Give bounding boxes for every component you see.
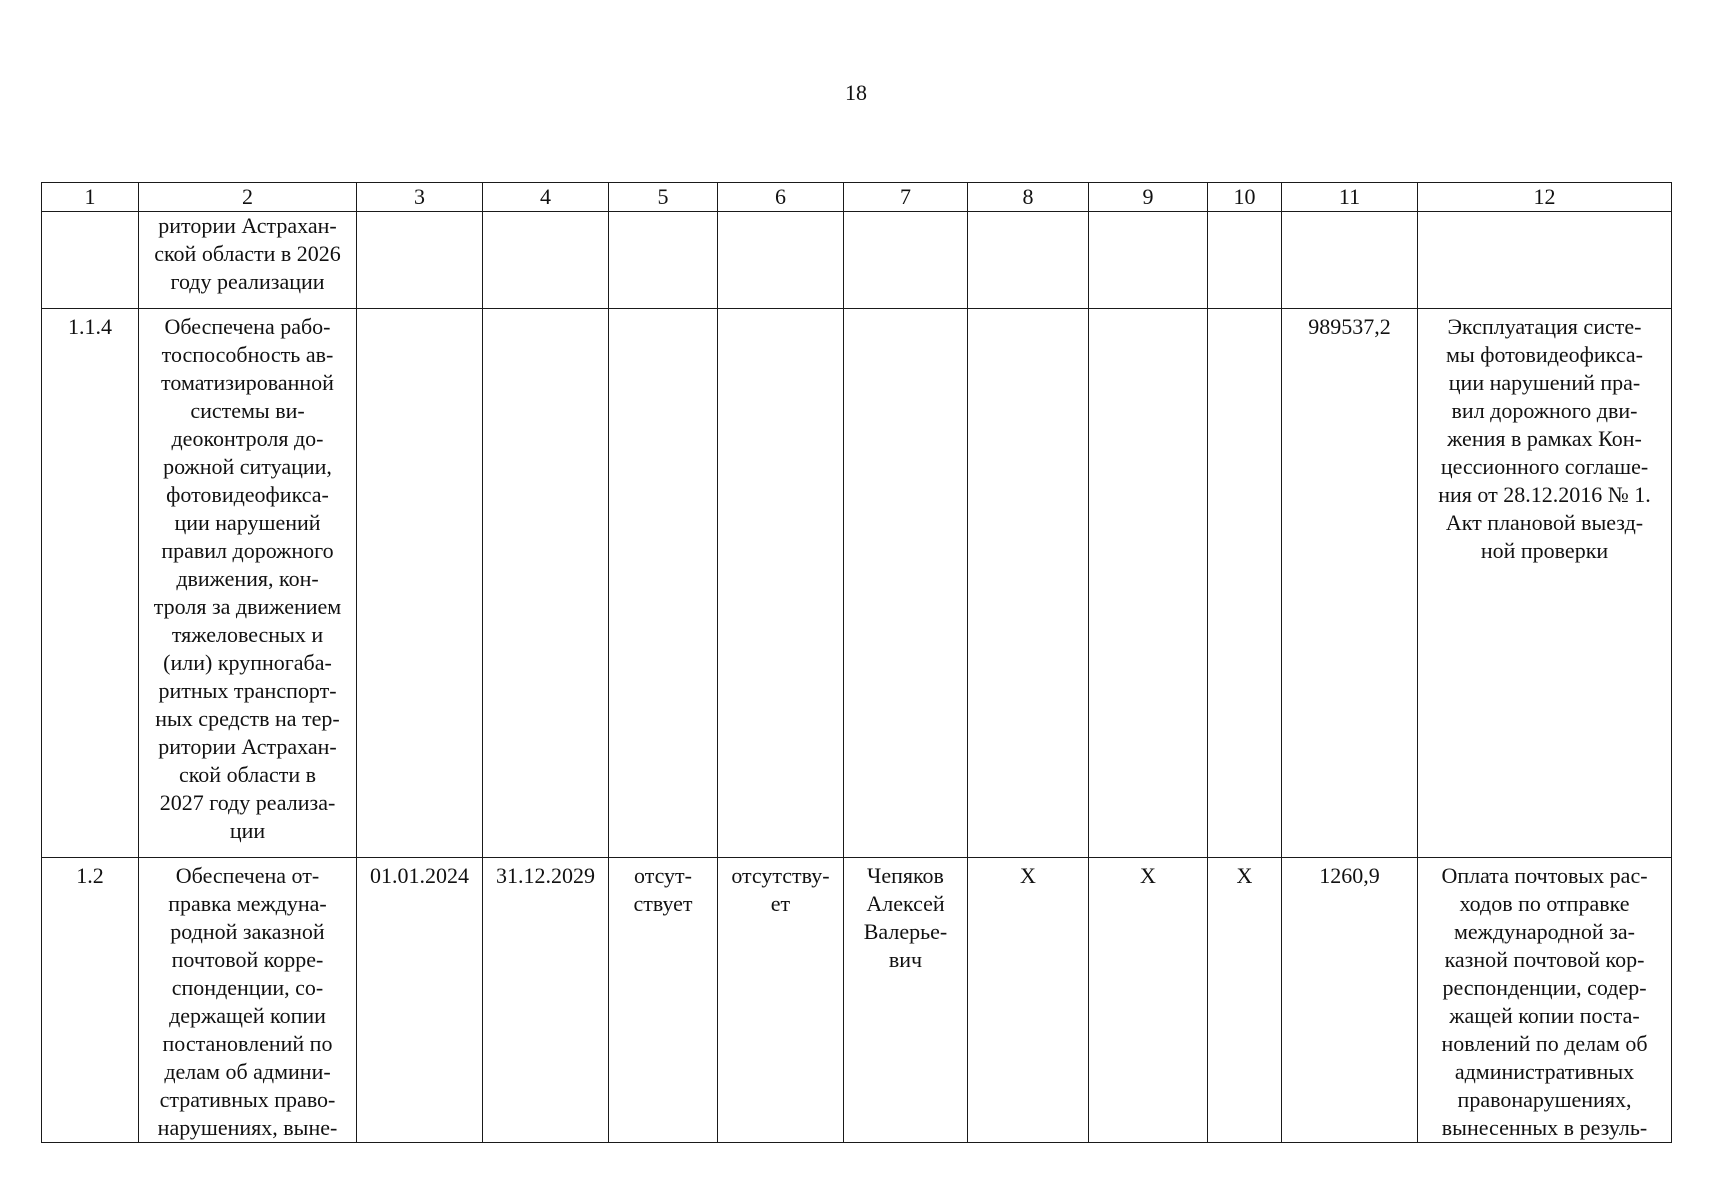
row-number-cell: 1.2 (42, 858, 139, 1143)
amount-cell: 989537,2 (1282, 309, 1418, 858)
cell-9: Х (1089, 858, 1208, 1143)
cell-9 (1089, 309, 1208, 858)
start-date-cell: 01.01.2024 (357, 858, 483, 1143)
amount-cell: 1260,9 (1282, 858, 1418, 1143)
column-header: 4 (483, 183, 609, 212)
column-header: 2 (139, 183, 357, 212)
description-cell: ритории Астрахан- ской области в 2026 году реализации (139, 212, 357, 309)
column-header: 7 (844, 183, 968, 212)
start-date-cell (357, 309, 483, 858)
header-row (42, 183, 1672, 212)
row-number-cell: 1.1.4 (42, 309, 139, 858)
cell-6 (718, 212, 844, 309)
row-number-cell (42, 212, 139, 309)
responsible-cell (844, 309, 968, 858)
cell-10 (1208, 212, 1282, 309)
column-header: 5 (609, 183, 718, 212)
note-cell: Оплата почтовых рас- ходов по отправке международной за- казной почтовой кор- респонденции, содер- жащей копии поста- новлений по делам об административных правонарушениях, вынесенных в резуль- (1418, 858, 1672, 1143)
cell-8: Х (968, 858, 1089, 1143)
column-header: 12 (1418, 183, 1672, 212)
column-header: 9 (1089, 183, 1208, 212)
cell-5 (609, 212, 718, 309)
cell-5: отсут- ствует (609, 858, 718, 1143)
cell-6 (718, 309, 844, 858)
start-date-cell (357, 212, 483, 309)
column-header: 3 (357, 183, 483, 212)
note-cell (1418, 212, 1672, 309)
column-header: 11 (1282, 183, 1418, 212)
table-row (42, 858, 1672, 1143)
end-date-cell (483, 212, 609, 309)
cell-5 (609, 309, 718, 858)
cell-9 (1089, 212, 1208, 309)
end-date-cell: 31.12.2029 (483, 858, 609, 1143)
cell-8 (968, 212, 1089, 309)
data-table (41, 182, 1672, 1143)
column-header: 1 (42, 183, 139, 212)
responsible-cell: Чепяков Алексей Валерье- вич (844, 858, 968, 1143)
cell-8 (968, 309, 1089, 858)
cell-6: отсутству- ет (718, 858, 844, 1143)
table-row (42, 212, 1672, 309)
description-cell: Обеспечена от- правка междуна- родной заказной почтовой корре- спонденции, со- держащей копии постановлений по делам об админи- стративных право- нарушениях, выне- (139, 858, 357, 1143)
cell-10 (1208, 309, 1282, 858)
column-header: 8 (968, 183, 1089, 212)
amount-cell (1282, 212, 1418, 309)
end-date-cell (483, 309, 609, 858)
column-header: 6 (718, 183, 844, 212)
column-header: 10 (1208, 183, 1282, 212)
cell-10: Х (1208, 858, 1282, 1143)
page-number: 18 (845, 80, 867, 105)
description-cell: Обеспечена рабо- тоспособность ав- томатизированной системы ви- деоконтроля до- рожной ситуации, фотовидеофикса- ции нарушений правил дорожного движения, кон- троля за движением тяжеловесных и (или) крупногаба- ритных транспорт- ных средств на тер- ритории Астрахан- ской области в 2027 году реализа- ции (139, 309, 357, 858)
note-cell: Эксплуатация систе- мы фотовидеофикса- ции нарушений пра- вил дорожного дви- жения в рамках Кон- цессионного соглаше- ния от 28.12.2016 № 1. Акт плановой выезд- ной проверки (1418, 309, 1672, 858)
responsible-cell (844, 212, 968, 309)
table-row (42, 309, 1672, 858)
